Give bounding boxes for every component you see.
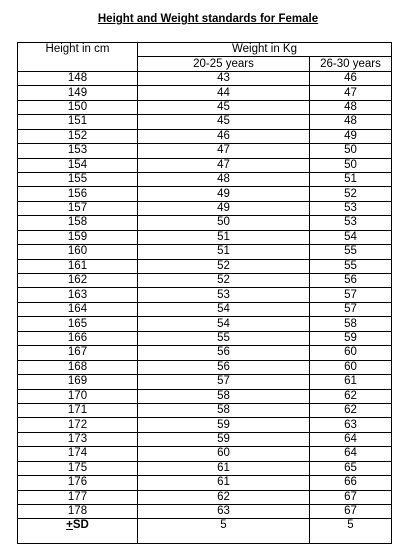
table-row xyxy=(18,230,392,244)
height-cell: 152 xyxy=(18,129,138,143)
weight-20-25-cell: 63 xyxy=(138,505,310,519)
weight-26-30-cell: 62 xyxy=(310,403,392,417)
sd-text: SD xyxy=(72,519,89,532)
weight-26-30-cell: 64 xyxy=(310,432,392,446)
weight-26-30-cell: 53 xyxy=(310,216,392,230)
height-cell: 154 xyxy=(18,158,138,172)
weight-26-30-cell: 55 xyxy=(310,259,392,273)
table-row xyxy=(18,331,392,345)
page-title: Height and Weight standards for Female xyxy=(97,13,319,25)
table-row xyxy=(18,447,392,461)
height-cell: 156 xyxy=(18,187,138,201)
table-row xyxy=(18,360,392,374)
height-cell: 150 xyxy=(18,100,138,114)
table-subheader-row xyxy=(18,57,392,71)
weight-26-30-cell: 57 xyxy=(310,288,392,302)
weight-20-25-cell: 56 xyxy=(138,346,310,360)
height-subheader-empty xyxy=(18,57,138,71)
weight-26-30-cell: 56 xyxy=(310,274,392,288)
table-row xyxy=(18,418,392,432)
table-row xyxy=(18,403,392,417)
table-row xyxy=(18,187,392,201)
table-row xyxy=(18,317,392,331)
weight-26-30-cell: 51 xyxy=(310,172,392,186)
table-row xyxy=(18,389,392,403)
weight-26-30-cell: 62 xyxy=(310,389,392,403)
weight-20-25-cell: 58 xyxy=(138,403,310,417)
height-cell: 155 xyxy=(18,172,138,186)
weight-20-25-cell: 49 xyxy=(138,201,310,215)
height-cell: 162 xyxy=(18,274,138,288)
weight-26-30-cell: 60 xyxy=(310,360,392,374)
height-cell: 177 xyxy=(18,490,138,504)
sd-label xyxy=(18,519,138,544)
height-cell: 169 xyxy=(18,375,138,389)
height-cell: 165 xyxy=(18,317,138,331)
table-row xyxy=(18,346,392,360)
weight-26-30-cell: 48 xyxy=(310,115,392,129)
weight-26-30-cell: 48 xyxy=(310,100,392,114)
height-cell: 158 xyxy=(18,216,138,230)
age-26-30-header: 26-30 years xyxy=(310,57,392,71)
weight-20-25-cell: 61 xyxy=(138,476,310,490)
weight-column-header: Weight in Kg xyxy=(138,43,392,57)
table-row xyxy=(18,490,392,504)
height-weight-table xyxy=(17,42,392,544)
weight-26-30-cell: 46 xyxy=(310,71,392,85)
height-cell: 149 xyxy=(18,86,138,100)
height-cell: 173 xyxy=(18,432,138,446)
table-row xyxy=(18,86,392,100)
weight-26-30-cell: 66 xyxy=(310,476,392,490)
weight-26-30-cell: 65 xyxy=(310,461,392,475)
height-cell: 161 xyxy=(18,259,138,273)
table-row xyxy=(18,375,392,389)
age-20-25-header: 20-25 years xyxy=(138,57,310,71)
weight-26-30-cell: 54 xyxy=(310,230,392,244)
weight-26-30-cell: 60 xyxy=(310,346,392,360)
table-row xyxy=(18,476,392,490)
weight-20-25-cell: 51 xyxy=(138,230,310,244)
weight-26-30-cell: 50 xyxy=(310,158,392,172)
table-row xyxy=(18,432,392,446)
weight-20-25-cell: 62 xyxy=(138,490,310,504)
weight-26-30-cell: 52 xyxy=(310,187,392,201)
table-row xyxy=(18,129,392,143)
weight-20-25-cell: 56 xyxy=(138,360,310,374)
table-row xyxy=(18,144,392,158)
table-row xyxy=(18,245,392,259)
table-row xyxy=(18,461,392,475)
weight-26-30-cell: 53 xyxy=(310,201,392,215)
height-cell: 151 xyxy=(18,115,138,129)
table-header-row xyxy=(18,43,392,57)
weight-26-30-cell: 67 xyxy=(310,490,392,504)
weight-20-25-cell: 51 xyxy=(138,245,310,259)
table-row xyxy=(18,274,392,288)
height-cell: 168 xyxy=(18,360,138,374)
weight-20-25-cell: 45 xyxy=(138,100,310,114)
height-cell: 171 xyxy=(18,403,138,417)
height-cell: 164 xyxy=(18,302,138,316)
table-row xyxy=(18,158,392,172)
height-cell: 172 xyxy=(18,418,138,432)
table-row xyxy=(18,288,392,302)
weight-20-25-cell: 57 xyxy=(138,375,310,389)
height-cell: 159 xyxy=(18,230,138,244)
table-row xyxy=(18,302,392,316)
weight-26-30-cell: 57 xyxy=(310,302,392,316)
height-cell: 163 xyxy=(18,288,138,302)
weight-20-25-cell: 43 xyxy=(138,71,310,85)
weight-20-25-cell: 58 xyxy=(138,389,310,403)
table-row xyxy=(18,172,392,186)
weight-20-25-cell: 44 xyxy=(138,86,310,100)
weight-26-30-cell: 67 xyxy=(310,505,392,519)
height-cell: 153 xyxy=(18,144,138,158)
table-row xyxy=(18,100,392,114)
height-cell: 175 xyxy=(18,461,138,475)
weight-26-30-cell: 55 xyxy=(310,245,392,259)
weight-20-25-cell: 52 xyxy=(138,259,310,273)
weight-26-30-cell: 64 xyxy=(310,447,392,461)
height-cell: 148 xyxy=(18,71,138,85)
table-row xyxy=(18,71,392,85)
height-cell: 167 xyxy=(18,346,138,360)
weight-26-30-cell: 47 xyxy=(310,86,392,100)
weight-20-25-cell: 55 xyxy=(138,331,310,345)
weight-20-25-cell: 60 xyxy=(138,447,310,461)
weight-20-25-cell: 48 xyxy=(138,172,310,186)
table-row xyxy=(18,505,392,519)
table-row xyxy=(18,259,392,273)
weight-26-30-cell: 58 xyxy=(310,317,392,331)
weight-26-30-cell: 50 xyxy=(310,144,392,158)
sd-26-30-cell: 5 xyxy=(310,519,392,544)
height-cell: 170 xyxy=(18,389,138,403)
height-cell: 176 xyxy=(18,476,138,490)
weight-20-25-cell: 53 xyxy=(138,288,310,302)
height-cell: 178 xyxy=(18,505,138,519)
table-row xyxy=(18,115,392,129)
weight-20-25-cell: 59 xyxy=(138,432,310,446)
height-cell: 160 xyxy=(18,245,138,259)
weight-26-30-cell: 63 xyxy=(310,418,392,432)
weight-26-30-cell: 49 xyxy=(310,129,392,143)
weight-20-25-cell: 59 xyxy=(138,418,310,432)
plus-minus-sign: + xyxy=(66,519,73,532)
weight-20-25-cell: 46 xyxy=(138,129,310,143)
weight-20-25-cell: 47 xyxy=(138,144,310,158)
height-column-header: Height in cm xyxy=(18,43,138,57)
weight-20-25-cell: 54 xyxy=(138,317,310,331)
table-row xyxy=(18,201,392,215)
table-row xyxy=(18,216,392,230)
weight-20-25-cell: 47 xyxy=(138,158,310,172)
weight-20-25-cell: 54 xyxy=(138,302,310,316)
sd-20-25-cell: 5 xyxy=(138,519,310,544)
weight-26-30-cell: 61 xyxy=(310,375,392,389)
weight-20-25-cell: 61 xyxy=(138,461,310,475)
weight-20-25-cell: 52 xyxy=(138,274,310,288)
height-cell: 157 xyxy=(18,201,138,215)
weight-20-25-cell: 49 xyxy=(138,187,310,201)
weight-26-30-cell: 59 xyxy=(310,331,392,345)
height-cell: 174 xyxy=(18,447,138,461)
height-cell: 166 xyxy=(18,331,138,345)
weight-20-25-cell: 50 xyxy=(138,216,310,230)
sd-row xyxy=(18,519,392,544)
weight-20-25-cell: 45 xyxy=(138,115,310,129)
